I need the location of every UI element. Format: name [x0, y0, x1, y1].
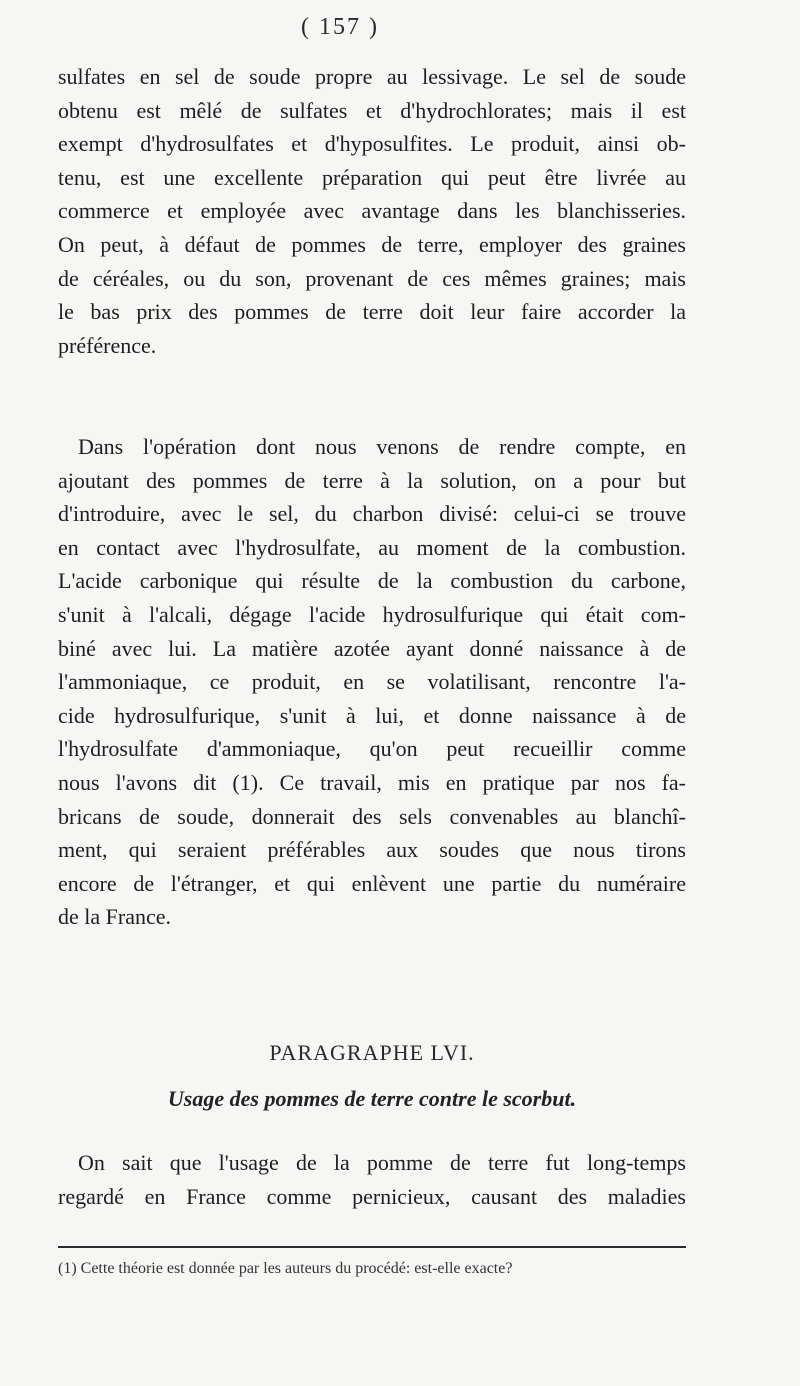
text-line: encore de l'étranger, et qui enlèvent une partie du numéraire	[58, 870, 686, 896]
text-line: regardé en France comme pernicieux, causant des maladies	[58, 1183, 686, 1209]
text-line: bricans de soude, donnerait des sels convenables au blanchî-	[58, 803, 686, 829]
text-line: cide hydrosulfurique, s'unit à lui, et donne naissance à de	[58, 702, 686, 728]
text-line: s'unit à l'alcali, dégage l'acide hydrosulfurique qui était com-	[58, 601, 686, 627]
text-line: ment, qui seraient préférables aux soudes que nous tirons	[58, 837, 686, 863]
text-line: d'introduire, avec le sel, du charbon divisé: celui-ci se trouve	[58, 501, 686, 527]
text-line: l'ammoniaque, ce produit, en se volatilisant, rencontre l'a-	[58, 669, 686, 695]
text-line: On sait que l'usage de la pomme de terre fut long-temps	[78, 1150, 686, 1175]
text-line: préférence.	[58, 332, 157, 358]
text-line: en contact avec l'hydrosulfate, au moment de la combustion.	[58, 534, 686, 560]
text-line: L'acide carbonique qui résulte de la combustion du carbone,	[58, 568, 686, 594]
footnote-divider	[58, 1246, 686, 1248]
footnote: (1) Cette théorie est donnée par les auteurs du procédé: est-elle exacte?	[58, 1260, 513, 1277]
paragraph-scurvy	[58, 1146, 686, 1213]
text-line: ajoutant des pommes de terre à la solution, on a pour but	[58, 467, 686, 493]
text-line: sulfates en sel de soude propre au lessivage. Le sel de soude	[58, 64, 686, 89]
text-line: obtenu est mêlé de sulfates et d'hydrochlorates; mais il est	[58, 97, 686, 123]
text-line: On peut, à défaut de pommes de terre, employer des graines	[58, 231, 686, 257]
paragraph-operation	[58, 430, 686, 934]
section-heading: PARAGRAPHE LVI.	[269, 1040, 475, 1065]
text-line: de la France.	[58, 904, 171, 930]
text-line: biné avec lui. La matière azotée ayant donné naissance à de	[58, 635, 686, 661]
paragraph-continued	[58, 60, 686, 362]
text-line: de céréales, ou du son, provenant de ces mêmes graines; mais	[58, 265, 686, 291]
text-line: l'hydrosulfate d'ammoniaque, qu'on peut recueillir comme	[58, 736, 686, 762]
text-line: nous l'avons dit (1). Ce travail, mis en pratique par nos fa-	[58, 769, 686, 795]
text-line: Dans l'opération dont nous venons de rendre compte, en	[78, 434, 686, 459]
page-number: ( 157 )	[301, 14, 379, 40]
text-line: tenu, est une excellente préparation qui peut être livrée au	[58, 164, 686, 190]
text-line: exempt d'hydrosulfates et d'hyposulfites. Le produit, ainsi ob-	[58, 131, 686, 157]
text-line: le bas prix des pommes de terre doit leur faire accorder la	[58, 299, 686, 325]
section-subtitle: Usage des pommes de terre contre le scorbut.	[167, 1086, 577, 1111]
text-line: commerce et employée avec avantage dans les blanchisseries.	[58, 198, 686, 224]
